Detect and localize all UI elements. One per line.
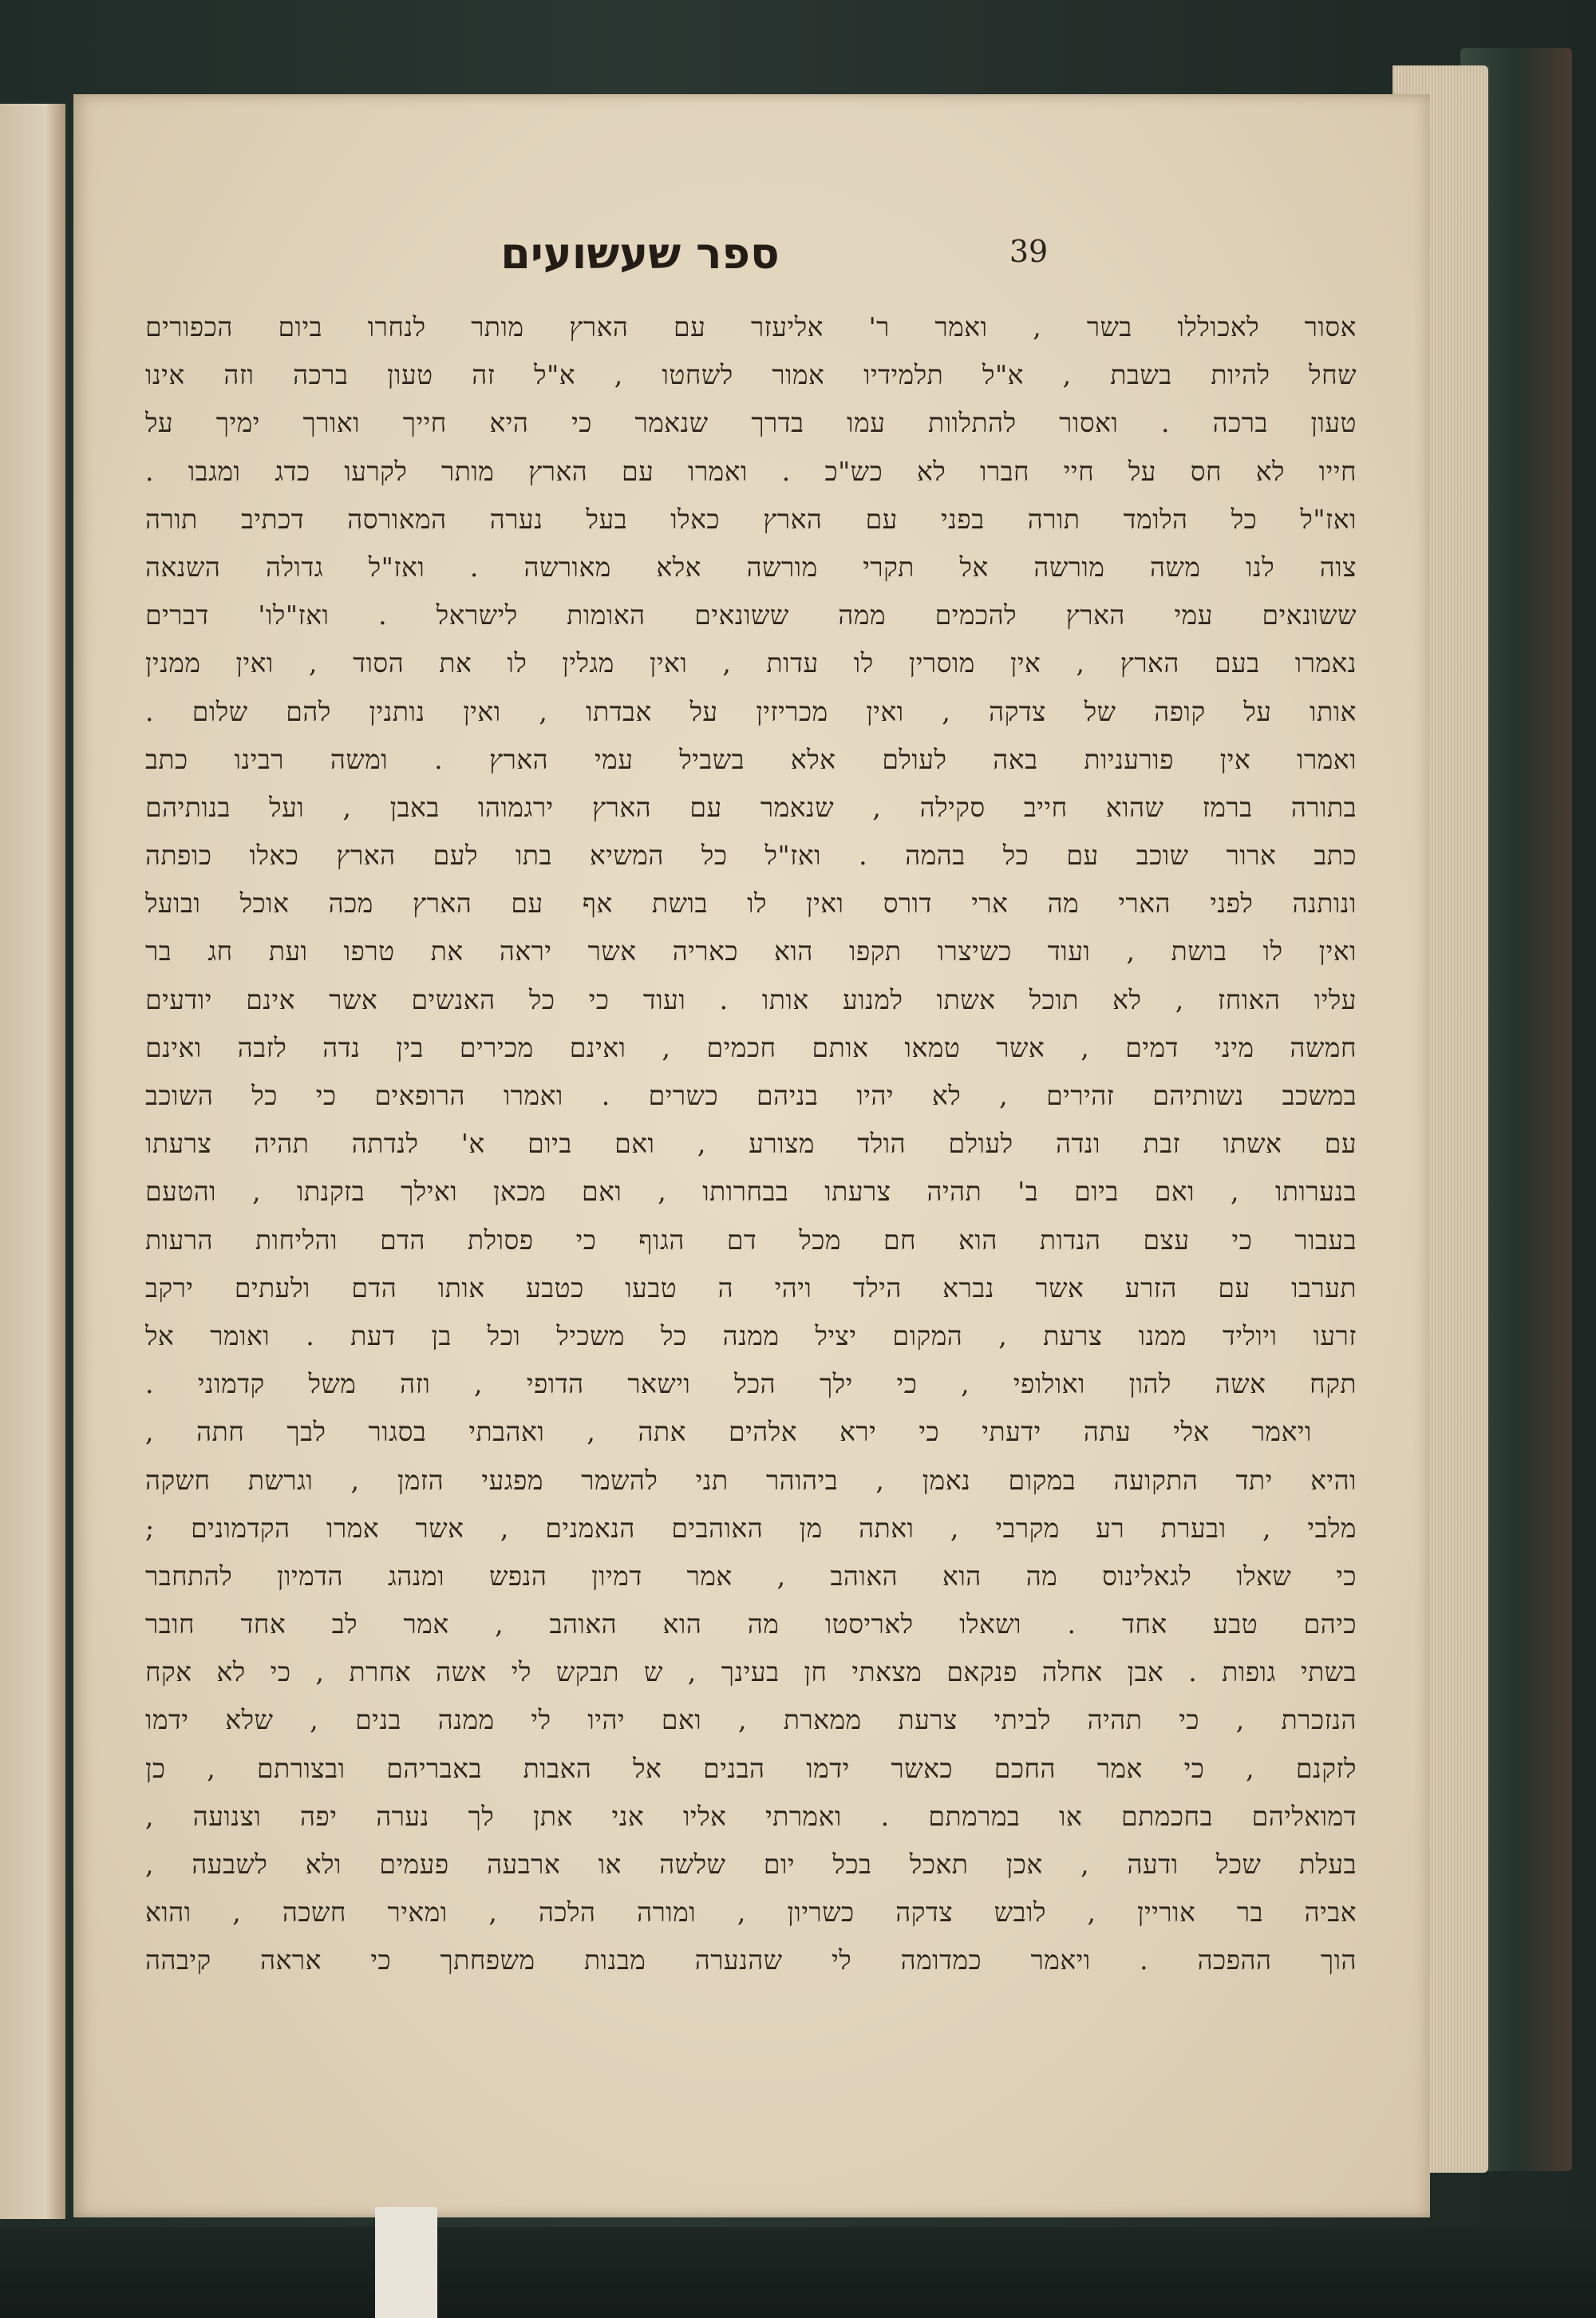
text-line: ואז"ל כל הלומד תורה בפני עם הארץ כאלו בעל נערה המאורסה דכתיב תורה [145, 503, 1357, 535]
body-text [145, 303, 1357, 1976]
text-line: מלבי , ובערת רע מקרבי , ואתה מן האוהבים הנאמנים , אשר אמרו הקדמונים ; [145, 1512, 1357, 1544]
text-line: אסור לאכוללו בשר , ואמר ר' אליעזר עם הארץ מותר לנחרו ביום הכפורים [145, 311, 1357, 342]
text-line: הנזכרת , כי תהיה לביתי צרעת ממארת , ואם יהיו לי ממנה בנים , שלא ידמו [145, 1704, 1357, 1736]
text-line: שחל להיות בשבת , א"ל תלמידיו אמור לשחטו , א"ל זה טעון ברכה וזה אינו [145, 359, 1357, 391]
text-line: הוך ההפכה . ויאמר כמדומה לי שהנערה מבנות משפחתך כי אראה קיבהה [145, 1944, 1357, 1976]
page-header [73, 94, 1430, 102]
facing-page-edge [0, 104, 65, 2219]
text-line: לזקנם , כי אמר החכם כאשר ידמו הבנים אל האבות באבריהם ובצורתם , כן [145, 1752, 1357, 1784]
text-line: בשתי גופות . אבן אחלה פנקאם מצאתי חן בעינך , ש תבקש לי אשה אחרת , כי לא אקח [145, 1656, 1357, 1688]
text-line: ויאמר אלי עתה ידעתי כי ירא אלהים אתה , ואהבתי בסגור לבך חתה , [145, 1416, 1312, 1448]
text-line: תערבו עם הזרע אשר נברא הילד ויהי ה טבעו כטבע אותו הדם ולעתים ירקב [145, 1272, 1357, 1303]
text-line: תקח אשה להון ואולופי , כי ילך הכל וישאר הדופי , וזה משל קדמוני . [145, 1368, 1357, 1400]
page-number: 39 [1009, 234, 1049, 269]
text-line: בנערותו , ואם ביום ב' תהיה צרעתו בבחרותו , ואם מכאן ואילך בזקנתו , והטעם [145, 1176, 1357, 1208]
text-line: בעלת שכל ודעה , אכן תאכל בכל יום שלשה או ארבעה פעמים ולא לשבעה , [145, 1849, 1357, 1880]
text-line: ואין לו בושת , ועוד כשיצרו תקפו הוא כאריה אשר יראה את טרפו ועת חג בר [145, 936, 1357, 967]
text-line: בתורה ברמז שהוא חייב סקילה , שנאמר עם הארץ ירגמוהו באבן , ועל בנותיהם [145, 791, 1357, 823]
running-title: ספר שעשועים [500, 228, 780, 279]
book-page [73, 94, 1430, 2217]
text-line: ששונאים עמי הארץ להכמים ממה ששונאים האומות לישראל . ואז"לו' דברים [145, 599, 1357, 631]
text-line: דמואליהם בחכמתם או במרמתם . ואמרתי אליו אני אתן לך נערה יפה וצנועה , [145, 1800, 1357, 1832]
text-line: ונותנה לפני הארי מה ארי דורס ואין לו בושת אף עם הארץ מכה אוכל ובועל [145, 888, 1357, 920]
text-line: נאמרו בעם הארץ , אין מוסרין לו עדות , ואין מגלין לו את הסוד , ואין ממנין [145, 647, 1357, 679]
text-line: במשכב נשותיהם זהירים , לא יהיו בניהם כשרים . ואמרו הרופאים כי כל השוכב [145, 1080, 1357, 1111]
paper-tab [375, 2207, 437, 2318]
text-line: אביה בר אוריין , לובש צדקה כשריון , ומורה הלכה , ומאיר חשכה , והוא [145, 1897, 1357, 1928]
text-line: זרעו ויוליד ממנו צרעת , המקום יציל ממנה כל משכיל וכל בן דעת . ואומר אל [145, 1319, 1357, 1351]
text-line: חייו לא חס על חיי חברו לא כש"כ . ואמרו עם הארץ מותר לקרעו כדג ומגבו . [145, 455, 1357, 487]
text-line: צוה לנו משה מורשה אל תקרי מורשה אלא מאורשה . ואז"ל גדולה השנאה [145, 551, 1357, 583]
text-line: כיהם טבע אחד . ושאלו לאריסטו מה הוא האוהב , אמר לב אחד חובר [145, 1608, 1357, 1640]
text-line: ואמרו אין פורעניות באה לעולם אלא בשביל עמי הארץ . ומשה רבינו כתב [145, 743, 1357, 775]
text-line: אותו על קופה של צדקה , ואין מכריזין על אבדתו , ואין נותנין להם שלום . [145, 695, 1357, 727]
text-line: עם אשתו זבת ונדה לעולם הולד מצורע , ואם ביום א' לנדתה תהיה צרעתו [145, 1128, 1357, 1160]
text-line: בעבור כי עצם הנדות הוא חם מכל דם הגוף כי פסולת הדם והליחות הרעות [145, 1224, 1357, 1256]
text-line: חמשה מיני דמים , אשר טמאו אותם חכמים , ואינם מכירים בין נדה לזבה ואינם [145, 1031, 1357, 1063]
text-line: כתב ארור שוכב עם כל בהמה . ואז"ל כל המשיא בתו לעם הארץ כאלו כופתה [145, 840, 1357, 872]
text-line: כי שאלו לגאלינוס מה הוא האוהב , אמר דמיון הנפש ומנהג הדמיון להתחבר [145, 1560, 1357, 1592]
text-line: עליו האוחז , לא תוכל אשתו למנוע אותו . ועוד כי כל האנשים אשר אינם יודעים [145, 983, 1357, 1015]
book-binding-bottom [0, 2227, 1596, 2318]
text-line: טעון ברכה . ואסור להתלוות עמו בדרך שנאמר כי היא חייך ואורך ימיך על [145, 407, 1357, 439]
text-line: והיא יתד התקועה במקום נאמן , ביהוהר תני להשמר מפגעי הזמן , וגרשת חשקה [145, 1464, 1357, 1496]
